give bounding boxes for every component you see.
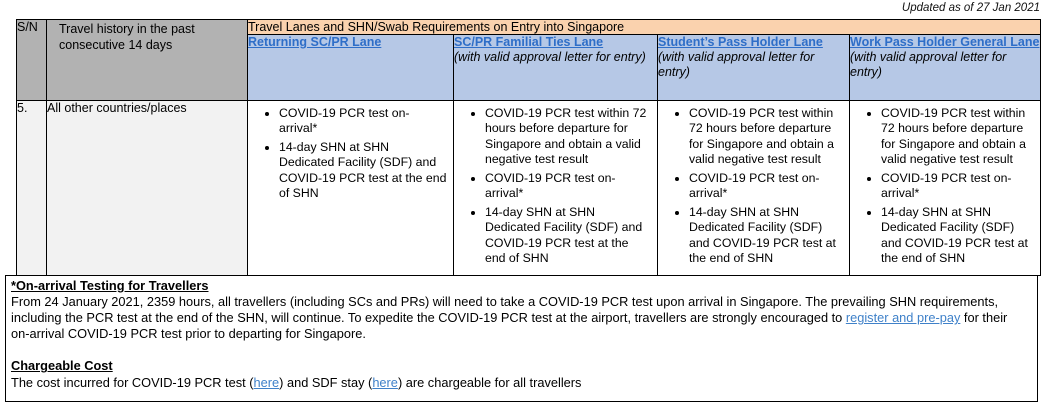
travel-history-column-header: Travel history in the past consecutive 14 days [47, 20, 248, 101]
updated-as-of-label: Updated as of 27 Jan 2021 [901, 2, 1040, 14]
chargeable-seg2: ) and SDF stay ( [279, 374, 373, 390]
chargeable-seg1: The cost incurred for COVID-19 PCR test ( [11, 374, 254, 390]
returning-scpr-lane-link[interactable]: Returning SC/PR Lane [248, 35, 382, 49]
register-and-pre-pay-link[interactable]: register and pre-pay [845, 310, 961, 326]
travel-lanes-banner: Travel Lanes and SHN/Swab Requirements on Entry into Singapore [248, 20, 1041, 35]
students-pass-lane-link[interactable]: Student’s Pass Holder Lane [658, 35, 823, 49]
table-row [17, 101, 1041, 276]
on-arrival-testing-paragraph [11, 294, 1029, 342]
row-serial-number: 5. [17, 101, 47, 276]
footnotes-box [5, 275, 1038, 402]
chargeable-cost-heading: Chargeable Cost [11, 358, 113, 374]
requirement-bullet: • 14-day SHN at SHN Dedicated Facility (SDF) and COVID-19 PCR test at the end of SHN [279, 140, 447, 202]
chargeable-seg3: ) are chargeable for all travellers [397, 374, 582, 390]
lane-header-students-pass [658, 35, 850, 101]
chargeable-cost-paragraph [11, 375, 1029, 391]
requirements-scpr-familial-ties [454, 101, 658, 276]
requirements-returning-scpr [248, 101, 454, 276]
on-arrival-text-before-link: From 24 January 2021, 2359 hours, all travellers (including SCs and PRs) will need to take a COVID-19 PCR test upon arrival in Singapore. The prevailing SHN requirements, including the PCR test at the end of the SHN, will continue. To expedite the COVID-19 PCR test at the airport, travellers are strongly encouraged to [11, 294, 999, 326]
lane-header-scpr-familial-ties [454, 35, 658, 101]
requirement-bullet: • COVID-19 PCR test on-arrival* [279, 106, 447, 137]
requirement-bullet: • COVID-19 PCR test on-arrival* [689, 171, 843, 202]
travel-requirements-table [16, 19, 1041, 276]
scpr-familial-ties-lane-link[interactable]: SC/PR Familial Ties Lane [454, 35, 604, 49]
footnote-spacer [11, 342, 1029, 358]
pcr-test-cost-here-link[interactable]: here [253, 374, 280, 390]
requirement-bullet: • COVID-19 PCR test on-arrival* [485, 171, 651, 202]
sdf-stay-cost-here-link[interactable]: here [372, 374, 398, 390]
requirements-work-pass-general [850, 101, 1041, 276]
requirement-bullet: • 14-day SHN at SHN Dedicated Facility (SDF) and COVID-19 PCR test at the end of SHN [689, 205, 843, 267]
requirement-bullet: • 14-day SHN at SHN Dedicated Facility (SDF) and COVID-19 PCR test at the end of SHN [485, 205, 651, 267]
requirement-bullet: • COVID-19 PCR test on-arrival* [881, 171, 1034, 202]
requirement-bullet: • COVID-19 PCR test within 72 hours before departure for Singapore and obtain a valid negative test result [881, 106, 1034, 168]
row-travel-history: All other countries/places [47, 101, 248, 276]
lane-header-returning-scpr [248, 35, 454, 101]
requirement-bullet: • COVID-19 PCR test within 72 hours before departure for Singapore and obtain a valid negative test result [485, 106, 651, 168]
on-arrival-text-after-link: for their on-arrival COVID-19 PCR test prior to departing for Singapore. [11, 310, 1008, 342]
sn-column-header: S/N [17, 20, 47, 101]
students-pass-lane-subtitle: (with valid approval letter for entry) [658, 50, 815, 79]
on-arrival-testing-heading: *On-arrival Testing for Travellers [11, 278, 209, 293]
requirements-students-pass [658, 101, 850, 276]
requirement-bullet: • COVID-19 PCR test within 72 hours before departure for Singapore and obtain a valid negative test result [689, 106, 843, 168]
work-pass-general-lane-subtitle: (with valid approval letter for entry) [850, 50, 1007, 79]
work-pass-general-lane-link[interactable]: Work Pass Holder General Lane [850, 35, 1040, 49]
lane-header-work-pass-general [850, 35, 1041, 101]
requirement-bullet: • 14-day SHN at SHN Dedicated Facility (SDF) and COVID-19 PCR test at the end of SHN [881, 205, 1034, 267]
scpr-familial-ties-lane-subtitle: (with valid approval letter for entry) [454, 50, 646, 64]
banner-row [17, 20, 1041, 35]
